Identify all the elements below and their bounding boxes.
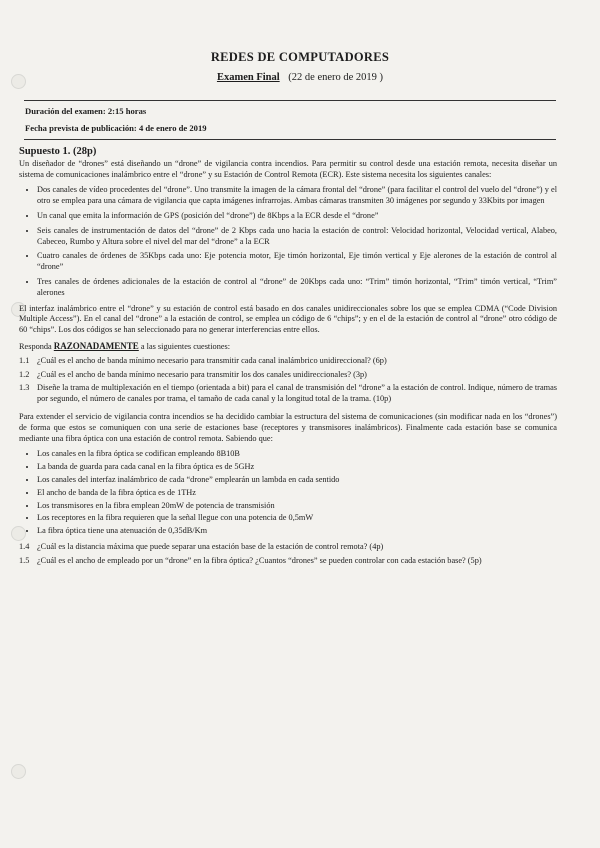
question-text: Diseñe la trama de multiplexación en el tiempo (orientada a bit) para el canal de transmisión del “drone” a la estación de control. Indique, número de tramas por segundo, el número de canales por trama, el tamaño de cada canal y la longitud total de la trama. (10p): [37, 383, 557, 404]
exam-subtitle: [0, 72, 600, 83]
question-number: 1.4: [19, 541, 30, 551]
question: [19, 356, 557, 367]
list-item: • Los canales en la fibra óptica se codifican empleando 8B10B: [37, 449, 557, 460]
header-rule: [24, 100, 556, 101]
intro-paragraph: Un diseñador de “drones” está diseñando un “drone” de vigilancia contra incendios. Para permitir su control desde una estación remota, necesita diseñar un sistema de comunicaciones inalámbrico entre el “drone” y su Estación de Control Remota (ECR). Este sistema necesita los siguientes canales:: [19, 158, 557, 179]
document-title: REDES DE COMPUTADORES: [210, 50, 390, 64]
list-item: • La banda de guarda para cada canal en la fibra óptica es de 5GHz: [37, 462, 557, 473]
list-item: • Tres canales de órdenes adicionales de la estación de control al “drone” de 20Kbps cada uno: “Trim” timón horizontal, “Trim” timón vertical, “Trim” alerones: [37, 277, 557, 299]
respond-emphasis: RAZONADAMENTE: [53, 340, 139, 351]
list-item: • La fibra óptica tiene una atenuación de 0,35dB/Km: [37, 526, 557, 537]
list-item: • Los receptores en la fibra requieren que la señal llegue con una potencia de 0,5mW: [37, 513, 557, 524]
question: [19, 542, 557, 553]
fiber-facts-list: [19, 449, 557, 537]
exam-body: [19, 147, 557, 570]
respond-pre: Responda: [19, 341, 54, 351]
list-item: • Cuatro canales de órdenes de 35Kbps cada uno: Eje potencia motor, Eje timón horizontal, Eje timón vertical y Eje alerones de la estación de control al “drone”: [37, 251, 557, 273]
exam-date: (22 de enero de 2019 ): [288, 72, 384, 83]
cdma-paragraph: El interfaz inalámbrico entre el “drone” y su estación de control está basado en dos canales unidireccionales sobre los que se emplea CDMA (“Code Division Multiple Access”). En el canal del “drone” a la estación de control, se emplea un código de 6 “chips”; y en el de la estación de control al “drone” otro código de 60 “chips”. Los dos códigos se han seleccionado para no generar interferencias entre ellos.: [19, 303, 557, 335]
respond-instruction: [19, 341, 557, 353]
exam-duration: Duración del examen: 2:15 horas: [25, 106, 147, 116]
question: [19, 556, 557, 567]
question-text: ¿Cuál es el ancho de banda mínimo necesario para transmitir cada canal inalámbrico unidireccional? (6p): [37, 355, 387, 365]
extension-paragraph: Para extender el servicio de vigilancia contra incendios se ha decidido cambiar la estructura del sistema de comunicaciones (sin modificar nada en los “drones”) de forma que estos se comuniquen con una serie de estaciones base (receptores y transmisores inalámbricos). Finalmente cada estación base se comunica mediante una fibra óptica con una estación de control remota. Sabiendo que:: [19, 411, 557, 443]
list-item: • Seis canales de instrumentación de datos del “drone” de 2 Kbps cada uno hacia la estación de control: Velocidad horizontal, Velocidad vertical, Alabeo, Cabeceo, Rumbo y Altura sobre el nivel del mar del “drone” a la ECR: [37, 226, 557, 248]
question-text: ¿Cuál es la distancia máxima que puede separar una estación base de la estación de control remota? (4p): [37, 541, 384, 551]
question: [19, 383, 557, 405]
question-number: 1.3: [19, 383, 30, 393]
publication-date: Fecha prevista de publicación: 4 de enero de 2019: [25, 123, 207, 133]
list-item: • Un canal que emita la información de GPS (posición del “drone”) de 8Kbps a la ECR desde el “drone”: [37, 211, 557, 222]
punch-hole-mark: [11, 764, 26, 779]
question: [19, 370, 557, 381]
list-item: • Los canales del interfaz inalámbrico de cada “drone” emplearán un lambda en cada sentido: [37, 475, 557, 486]
meta-rule: [24, 139, 556, 140]
exam-label: Examen Final: [216, 72, 280, 83]
question-number: 1.5: [19, 555, 30, 565]
question-text: ¿Cuál es el ancho de empleado por un “drone” en la fibra óptica? ¿Cuantos “drones” se pueden controlar con cada estación base? (5p): [37, 555, 482, 565]
question-number: 1.1: [19, 355, 30, 365]
channel-list: [19, 185, 557, 298]
question-text: ¿Cuál es el ancho de banda mínimo necesario para transmitir los dos canales unidireccionales? (3p): [37, 369, 367, 379]
list-item: • El ancho de banda de la fibra óptica es de 1THz: [37, 488, 557, 499]
list-item: • Dos canales de vídeo procedentes del “drone”. Uno transmite la imagen de la cámara frontal del “drone” (para facilitar el control del vuelo del “drone”) y el otro se emplea para una cámara de vigilancia que capta imágenes infrarrojas. Ambas cámaras transmiten 30 imágenes por segundo y 33Kbits por imagen: [37, 185, 557, 207]
question-number: 1.2: [19, 369, 30, 379]
respond-post: a las siguientes cuestiones:: [138, 341, 231, 351]
supuesto-heading: Supuesto 1. (28p): [19, 146, 97, 157]
list-item: • Los transmisores en la fibra emplean 20mW de potencia de transmisión: [37, 501, 557, 512]
